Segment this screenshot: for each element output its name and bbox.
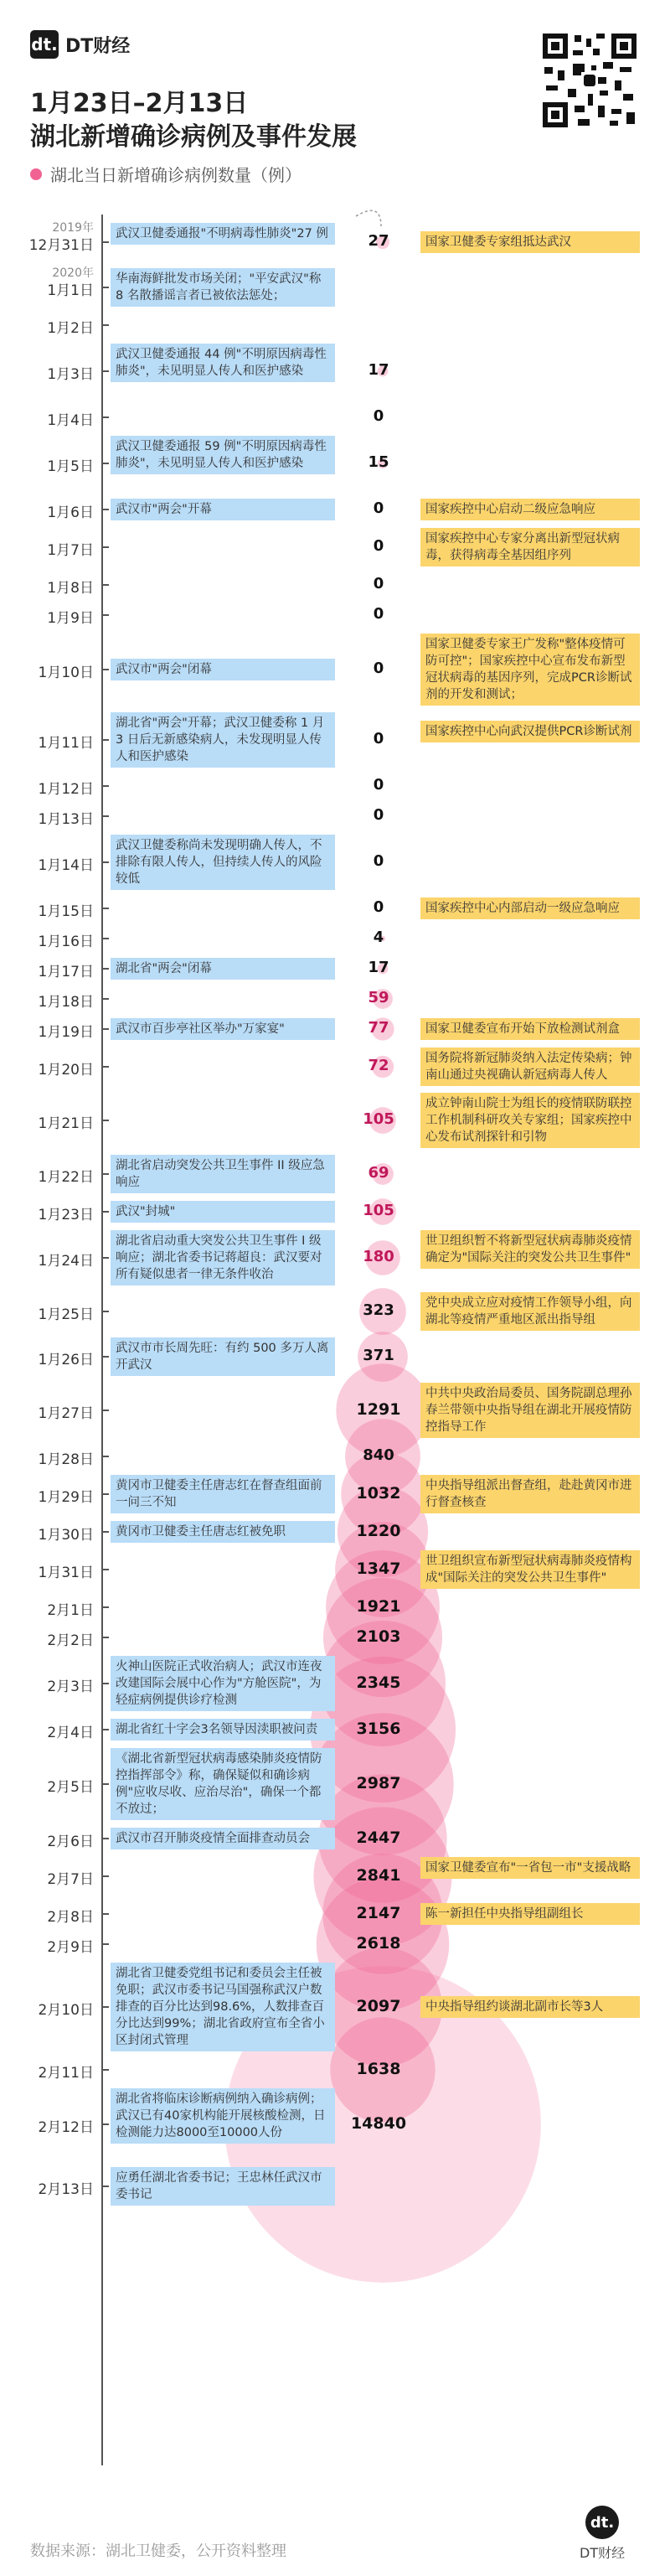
date-label: 1月5日 xyxy=(47,458,94,475)
event-right: 国家卫健委宣布开始下放检测试剂盒 xyxy=(420,1018,640,1040)
event-left: 武汉"封城" xyxy=(111,1201,335,1223)
event-left: 湖北省"两会"开幕；武汉卫健委称 1 月 3 日后无新感染病人，未发现明显人传人和医护感染 xyxy=(111,712,335,768)
date-label: 2月8日 xyxy=(47,1909,94,1926)
event-left: 湖北省启动重大突发公共卫生事件 I 级响应；湖北省委书记蒋超良：武汉要对所有疑似患者一律无条件收治 xyxy=(111,1230,335,1285)
date-label: 1月6日 xyxy=(47,504,94,521)
event-right: 成立钟南山院士为组长的疫情联防联控工作机制科研攻关专家组；国家疾控中心发布试剂探针和引物 xyxy=(420,1093,640,1148)
case-value: 323 xyxy=(363,1301,394,1319)
case-value: 180 xyxy=(363,1248,394,1265)
date-label: 1月30日 xyxy=(38,1527,94,1544)
date-label: 1月3日 xyxy=(47,366,94,383)
event-left: 武汉卫健委通报 59 例"不明原因病毒性肺炎"，未见明显人传人和医护感染 xyxy=(111,436,335,474)
page-title-dates: 1月23日–2月13日 xyxy=(30,89,249,118)
case-value: 0 xyxy=(373,806,384,824)
case-value: 1921 xyxy=(356,1597,401,1616)
event-left: 武汉卫健委通报"不明病毒性肺炎"27 例 xyxy=(111,223,335,245)
date-label: 1月8日 xyxy=(47,580,94,597)
year-label: 2020年 xyxy=(52,266,94,280)
event-left: 武汉市市长周先旺：有约 500 多万人离开武汉 xyxy=(111,1337,335,1376)
case-value: 0 xyxy=(373,605,384,623)
case-value: 0 xyxy=(373,730,384,747)
case-value: 1347 xyxy=(356,1560,401,1578)
footer-logo xyxy=(580,2506,625,2562)
case-value: 0 xyxy=(373,852,384,870)
date-label: 2月2日 xyxy=(47,1632,94,1649)
event-left: 华南海鲜批发市场关闭；"平安武汉"称 8 名散播谣言者已被依法惩处； xyxy=(111,268,335,307)
brand-name: DT财经 xyxy=(65,35,131,57)
case-value: 2447 xyxy=(356,1829,401,1847)
event-right: 国家疾控中心内部启动一级应急响应 xyxy=(420,897,640,919)
event-right: 国家卫健委专家王广发称"整体疫情可防可控"；国家疾控中心宣布发布新型冠状病毒的基因序列，完成PCR诊断试剂的开发和测试； xyxy=(420,634,640,706)
case-value: 105 xyxy=(363,1202,394,1219)
date-label: 2月13日 xyxy=(38,2181,94,2198)
case-value: 14840 xyxy=(350,2114,407,2133)
date-label: 2月10日 xyxy=(38,2002,94,2019)
case-value: 371 xyxy=(363,1347,394,1364)
case-value: 4 xyxy=(373,928,384,946)
case-value: 0 xyxy=(373,537,384,555)
year-label: 2019年 xyxy=(52,221,94,235)
event-right: 国家疾控中心向武汉提供PCR诊断试剂 xyxy=(420,721,640,742)
legend-label: 湖北当日新增确诊病例数量（例） xyxy=(50,165,302,185)
date-label: 1月1日 xyxy=(47,282,94,299)
event-left: 湖北省红十字会3名领导因渎职被问责 xyxy=(111,1719,335,1741)
dt-logo-icon: dt. xyxy=(30,30,59,59)
case-value: 0 xyxy=(373,660,384,677)
event-left: 武汉市召开肺炎疫情全面排查动员会 xyxy=(111,1828,335,1849)
case-value: 69 xyxy=(368,1164,389,1182)
date-label: 1月13日 xyxy=(38,811,94,828)
date-label: 1月28日 xyxy=(38,1451,94,1468)
date-label: 1月31日 xyxy=(38,1565,94,1581)
case-value: 2841 xyxy=(356,1866,401,1885)
date-label: 1月29日 xyxy=(38,1489,94,1506)
date-label: 2月1日 xyxy=(47,1602,94,1619)
event-left: 湖北省将临床诊断病例纳入确诊病例；武汉已有40家机构能开展核酸检测，日检测能力达8000至10000人份 xyxy=(111,2088,335,2144)
date-label: 1月10日 xyxy=(38,665,94,681)
case-value: 1291 xyxy=(356,1400,401,1419)
event-right: 中央指导组约谈湖北副市长等3人 xyxy=(420,1996,640,2018)
event-right: 国家卫健委宣布"一省包一市"支援战略 xyxy=(420,1857,640,1879)
case-value: 77 xyxy=(368,1019,389,1037)
date-label: 2月6日 xyxy=(47,1834,94,1850)
event-left: 武汉市百步亭社区举办"万家宴" xyxy=(111,1018,335,1040)
date-label: 1月2日 xyxy=(47,320,94,337)
case-value: 2345 xyxy=(356,1673,401,1692)
case-value: 105 xyxy=(363,1110,394,1128)
date-label: 2月7日 xyxy=(47,1871,94,1888)
case-value: 17 xyxy=(368,959,389,976)
event-right: 中央指导组派出督查组，赴赴黄冈市进行督查核查 xyxy=(420,1475,640,1513)
date-label: 1月12日 xyxy=(38,781,94,798)
date-label: 1月22日 xyxy=(38,1169,94,1186)
date-label: 2月4日 xyxy=(47,1725,94,1741)
date-label: 2月3日 xyxy=(47,1679,94,1695)
date-label: 1月20日 xyxy=(38,1062,94,1079)
event-right: 党中央成立应对疫情工作领导小组，向湖北等疫情严重地区派出指导组 xyxy=(420,1292,640,1331)
event-left: 武汉市"两会"开幕 xyxy=(111,499,335,520)
case-value: 1638 xyxy=(356,2060,401,2078)
event-left: 武汉市"两会"闭幕 xyxy=(111,659,335,680)
case-value: 2097 xyxy=(356,1997,401,2015)
case-value: 1220 xyxy=(356,1522,401,1540)
case-value: 15 xyxy=(368,453,389,471)
data-source: 数据来源：湖北卫健委，公开资料整理 xyxy=(30,2542,286,2560)
date-label: 2月5日 xyxy=(47,1779,94,1796)
event-left: 应勇任湖北省委书记；王忠林任武汉市委书记 xyxy=(111,2167,335,2206)
date-label: 2月12日 xyxy=(38,2119,94,2136)
case-value: 840 xyxy=(363,1446,394,1464)
case-value: 0 xyxy=(373,499,384,517)
event-right: 国家疾控中心专家分离出新型冠状病毒，获得病毒全基因组序列 xyxy=(420,528,640,566)
annotation-arrow xyxy=(356,210,381,226)
event-left: 黄冈市卫健委主任唐志红被免职 xyxy=(111,1521,335,1543)
dt-logo-icon: dt. xyxy=(585,2506,619,2539)
event-right: 国家卫健委专家组抵达武汉 xyxy=(420,231,640,253)
event-left: 湖北省卫健委党组书记和委员会主任被免职；武汉市委书记马国强称武汉户数排查的百分比达到98.6%，人数排查百分比达到99%；湖北省政府宣布全省小区封闭式管理 xyxy=(111,1963,335,2051)
tick-layer xyxy=(102,242,109,2186)
date-label: 1月17日 xyxy=(38,964,94,980)
date-label: 1月25日 xyxy=(38,1306,94,1323)
date-label: 12月31日 xyxy=(28,237,94,254)
event-right: 中共中央政治局委员、国务院副总理孙春兰带领中央指导组在湖北开展疫情防控指导工作 xyxy=(420,1383,640,1438)
case-value: 2147 xyxy=(356,1904,401,1922)
date-label: 2月11日 xyxy=(38,2065,94,2082)
case-value: 0 xyxy=(373,407,384,425)
date-label: 1月9日 xyxy=(47,610,94,627)
case-value: 0 xyxy=(373,776,384,794)
event-right: 国家疾控中心启动二级应急响应 xyxy=(420,499,640,520)
date-label: 1月26日 xyxy=(38,1352,94,1368)
event-right: 陈一新担任中央指导组副组长 xyxy=(420,1903,640,1925)
case-value: 2103 xyxy=(356,1627,401,1646)
date-label: 1月21日 xyxy=(38,1115,94,1132)
date-label: 1月15日 xyxy=(38,903,94,920)
event-left: 火神山医院正式收治病人；武汉市连夜改建国际会展中心作为"方舱医院"，为轻症病例提供诊疗检测 xyxy=(111,1656,335,1711)
event-left: 武汉卫健委通报 44 例"不明原因病毒性肺炎"，未见明显人传人和医护感染 xyxy=(111,344,335,382)
date-label: 1月24日 xyxy=(38,1253,94,1270)
event-left: 武汉卫健委称尚未发现明确人传人，不排除有限人传人，但持续人传人的风险较低 xyxy=(111,835,335,890)
case-value: 72 xyxy=(368,1057,389,1074)
case-value: 1032 xyxy=(356,1484,401,1503)
case-value: 0 xyxy=(373,898,384,916)
date-label: 2月9日 xyxy=(47,1939,94,1956)
case-value: 0 xyxy=(373,575,384,592)
event-right: 世卫组织宣布新型冠状病毒肺炎疫情构成"国际关注的突发公共卫生事件" xyxy=(420,1550,640,1589)
event-right: 世卫组织暂不将新型冠状病毒肺炎疫情确定为"国际关注的突发公共卫生事件" xyxy=(420,1230,640,1269)
event-left: 湖北省启动突发公共卫生事件 II 级应急响应 xyxy=(111,1155,335,1193)
case-value: 3156 xyxy=(356,1720,401,1738)
case-value: 2618 xyxy=(356,1934,401,1953)
date-label: 1月14日 xyxy=(38,857,94,874)
case-value: 17 xyxy=(368,361,389,379)
date-label: 1月7日 xyxy=(47,542,94,559)
date-label: 1月18日 xyxy=(38,994,94,1011)
footer-brand: DT财经 xyxy=(580,2545,626,2561)
case-value: 2987 xyxy=(356,1774,401,1792)
date-label: 1月27日 xyxy=(38,1405,94,1422)
event-left: 黄冈市卫健委主任唐志红在督查组面前一问三不知 xyxy=(111,1475,335,1513)
date-label: 1月23日 xyxy=(38,1207,94,1223)
event-left: 湖北省"两会"闭幕 xyxy=(111,958,335,980)
event-left: 《湖北省新型冠状病毒感染肺炎疫情防控指挥部令》称，确保疑似和确诊病例"应收尽收、应治尽治"，确保一个都不放过； xyxy=(111,1748,335,1820)
date-label: 1月19日 xyxy=(38,1024,94,1041)
date-label: 1月11日 xyxy=(38,735,94,752)
case-value: 27 xyxy=(368,232,389,250)
date-label: 1月4日 xyxy=(47,412,94,429)
event-right: 国务院将新冠肺炎纳入法定传染病；钟南山通过央视确认新冠病毒人传人 xyxy=(420,1047,640,1086)
page-title: 湖北新增确诊病例及事件发展 xyxy=(30,122,357,152)
date-label: 1月16日 xyxy=(38,934,94,950)
case-value: 59 xyxy=(368,989,389,1006)
